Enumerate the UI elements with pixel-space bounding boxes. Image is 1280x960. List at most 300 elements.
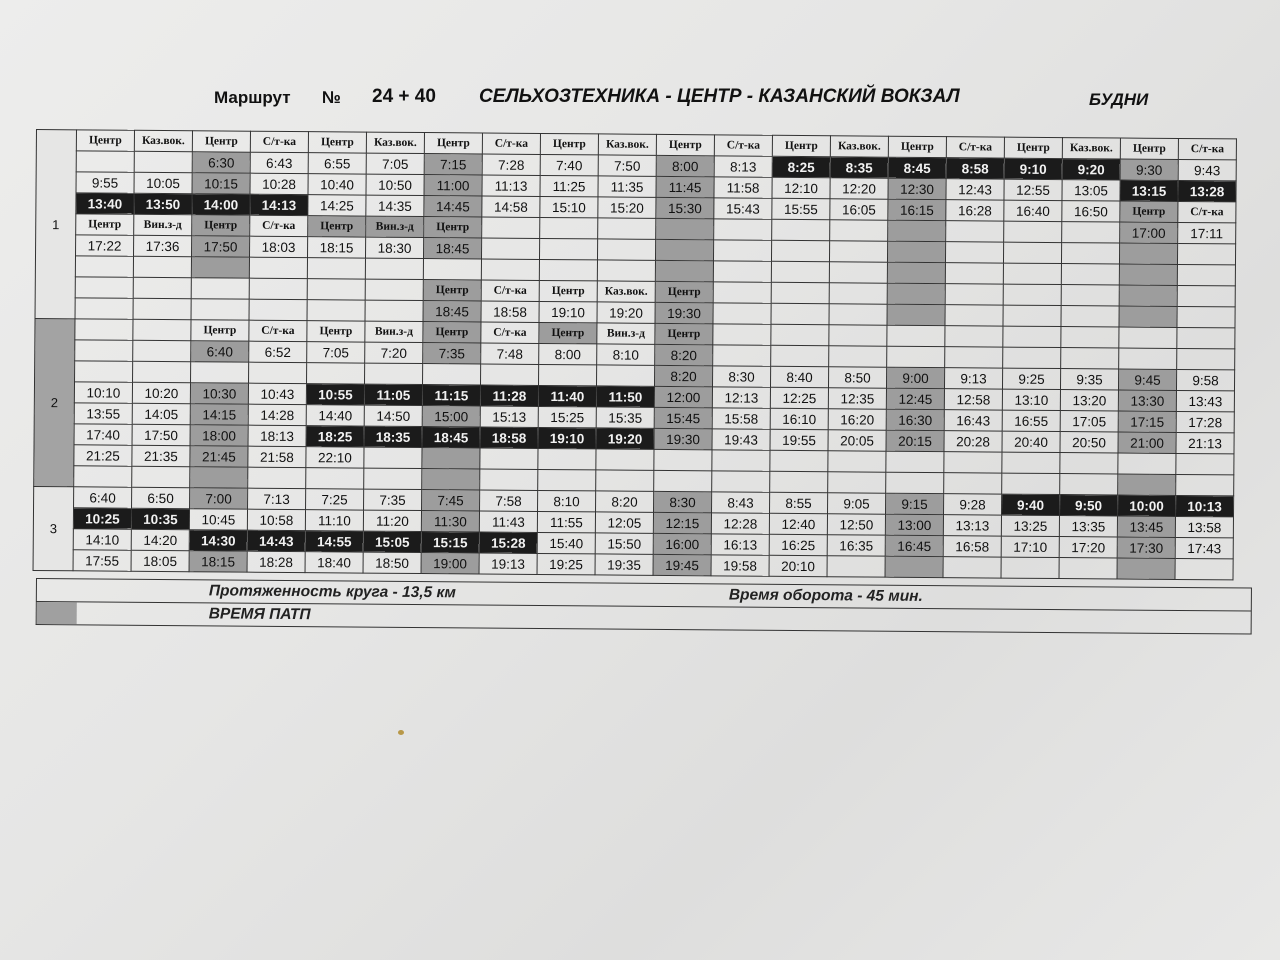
time-cell	[885, 556, 943, 577]
time-cell	[539, 238, 597, 259]
turnaround-time: Время оборота - 45 мин.	[728, 586, 923, 605]
time-cell: 11:13	[482, 175, 540, 196]
time-cell: 12:50	[827, 514, 885, 535]
time-cell: 17:10	[1001, 536, 1059, 557]
day-type: БУДНИ	[1089, 90, 1149, 109]
time-cell: 16:55	[1002, 410, 1060, 431]
time-cell: 9:50	[1059, 495, 1117, 516]
time-cell: 8:00	[656, 155, 714, 176]
time-cell: 18:58	[481, 301, 539, 322]
time-cell: 10:13	[1175, 495, 1233, 516]
time-cell	[307, 258, 365, 279]
time-cell	[1059, 558, 1117, 579]
time-cell	[829, 283, 887, 304]
time-cell: 7:28	[482, 154, 540, 175]
time-cell	[656, 218, 714, 239]
time-cell: 15:55	[772, 198, 830, 219]
time-cell: 12:25	[770, 387, 828, 408]
stop-header-cell: С/т-ка	[481, 322, 539, 343]
time-cell: 21:45	[190, 446, 248, 467]
time-cell: 13:13	[943, 515, 1001, 536]
time-cell: 19:30	[654, 428, 712, 449]
time-cell	[829, 304, 887, 325]
time-cell	[1061, 264, 1119, 285]
time-cell: 16:15	[888, 199, 946, 220]
time-cell	[1177, 327, 1235, 348]
time-cell: 12:35	[828, 388, 886, 409]
stop-header-cell: Центр	[888, 136, 946, 157]
stop-header-cell: Вин.з-д	[597, 323, 655, 344]
time-cell: 11:00	[424, 175, 482, 196]
time-cell	[887, 241, 945, 262]
stop-header-cell: С/т-ка	[249, 320, 307, 341]
time-cell: 10:15	[192, 173, 250, 194]
time-cell: 9:55	[76, 172, 134, 193]
time-cell	[945, 242, 1003, 263]
time-cell	[191, 299, 249, 320]
time-cell	[538, 448, 596, 469]
time-cell: 16:35	[827, 535, 885, 556]
time-cell	[74, 466, 132, 487]
time-cell: 17:55	[73, 550, 131, 571]
stop-header-cell: Центр	[76, 214, 134, 235]
time-cell: 9:13	[944, 368, 1002, 389]
time-cell: 17:20	[1059, 537, 1117, 558]
time-cell	[1061, 348, 1119, 369]
time-cell: 9:30	[1120, 159, 1178, 180]
time-cell	[538, 469, 596, 490]
time-cell	[829, 346, 887, 367]
stop-header-cell: Вин.з-д	[366, 216, 424, 237]
time-cell: 17:05	[1060, 411, 1118, 432]
time-cell	[133, 298, 191, 319]
time-cell	[190, 467, 248, 488]
time-cell	[132, 466, 190, 487]
time-cell	[1119, 243, 1177, 264]
time-cell: 16:13	[711, 534, 769, 555]
time-cell: 6:55	[308, 153, 366, 174]
time-cell: 19:10	[538, 427, 596, 448]
time-cell: 10:30	[190, 383, 248, 404]
legend-label: ВРЕМЯ ПАТП	[208, 605, 311, 624]
stop-header-cell: С/т-ка	[250, 215, 308, 236]
time-cell	[655, 260, 713, 281]
time-cell: 12:15	[653, 512, 711, 533]
time-cell: 8:13	[714, 156, 772, 177]
time-cell: 19:58	[711, 555, 769, 576]
time-cell: 9:20	[1062, 159, 1120, 180]
time-cell	[249, 362, 307, 383]
time-cell: 16:00	[653, 533, 711, 554]
time-cell: 18:40	[305, 552, 363, 573]
time-cell: 8:20	[655, 344, 713, 365]
time-cell: 12:43	[946, 179, 1004, 200]
time-cell: 10:58	[247, 509, 305, 530]
time-cell: 15:05	[363, 531, 421, 552]
time-cell: 13:45	[1117, 516, 1175, 537]
stop-header-cell: Каз.вок.	[830, 136, 888, 157]
time-cell	[654, 470, 712, 491]
time-cell: 12:13	[712, 387, 770, 408]
time-cell: 21:35	[132, 445, 190, 466]
time-cell: 19:13	[479, 553, 537, 574]
time-cell: 15:50	[595, 533, 653, 554]
time-cell: 21:13	[1176, 432, 1234, 453]
time-cell: 9:40	[1001, 494, 1059, 515]
time-cell: 18:03	[249, 236, 307, 257]
stop-header-cell: Каз.вок.	[598, 134, 656, 155]
time-cell: 18:45	[423, 238, 481, 259]
time-cell	[828, 451, 886, 472]
time-cell: 10:40	[308, 174, 366, 195]
time-cell	[482, 217, 540, 238]
time-cell: 13:30	[1118, 390, 1176, 411]
time-cell: 7:40	[540, 154, 598, 175]
time-cell	[1061, 306, 1119, 327]
time-cell	[596, 470, 654, 491]
time-cell: 8:10	[597, 344, 655, 365]
stop-header-cell: Центр	[423, 322, 481, 343]
time-cell: 8:30	[712, 366, 770, 387]
time-cell	[714, 219, 772, 240]
time-cell: 16:43	[944, 410, 1002, 431]
time-cell: 9:43	[1178, 159, 1236, 180]
time-cell: 14:50	[364, 405, 422, 426]
time-cell: 10:28	[250, 173, 308, 194]
time-cell: 13:05	[1062, 180, 1120, 201]
time-cell	[1177, 243, 1235, 264]
time-cell: 15:28	[479, 532, 537, 553]
time-cell: 15:40	[537, 532, 595, 553]
stop-header-cell: Центр	[424, 133, 482, 154]
time-cell	[248, 467, 306, 488]
stop-header-cell: Центр	[656, 134, 714, 155]
time-cell	[191, 257, 249, 278]
time-cell	[1176, 474, 1234, 495]
time-cell: 18:13	[248, 425, 306, 446]
time-cell: 16:25	[769, 534, 827, 555]
time-cell	[772, 219, 830, 240]
time-cell: 9:45	[1118, 369, 1176, 390]
time-cell: 11:20	[363, 510, 421, 531]
time-cell: 11:50	[596, 386, 654, 407]
stop-header-cell: С/т-ка	[714, 135, 772, 156]
time-cell	[1118, 453, 1176, 474]
timetable	[33, 129, 1237, 580]
time-cell: 19:20	[597, 302, 655, 323]
block-number: 3	[33, 486, 74, 570]
time-cell	[771, 345, 829, 366]
time-cell	[830, 220, 888, 241]
time-cell	[75, 298, 133, 319]
time-cell	[307, 279, 365, 300]
time-cell: 20:15	[886, 430, 944, 451]
time-cell: 6:30	[192, 152, 250, 173]
time-cell	[713, 303, 771, 324]
stop-header-cell: С/т-ка	[946, 137, 1004, 158]
time-cell	[364, 468, 422, 489]
time-cell: 19:30	[655, 302, 713, 323]
time-cell: 18:58	[480, 427, 538, 448]
time-cell: 8:00	[539, 343, 597, 364]
time-cell	[481, 238, 539, 259]
time-cell	[75, 256, 133, 277]
time-cell: 9:00	[886, 367, 944, 388]
time-cell: 10:05	[134, 172, 192, 193]
time-cell: 15:35	[596, 407, 654, 428]
stop-header-cell: Центр	[540, 133, 598, 154]
time-cell	[1119, 264, 1177, 285]
time-cell: 12:58	[944, 389, 1002, 410]
time-cell	[1002, 452, 1060, 473]
time-cell: 8:58	[946, 158, 1004, 179]
stop-header-cell: С/т-ка	[482, 133, 540, 154]
time-cell	[1061, 285, 1119, 306]
time-cell	[365, 300, 423, 321]
time-cell: 17:50	[132, 424, 190, 445]
time-cell	[713, 324, 771, 345]
stop-header-cell: С/т-ка	[1178, 138, 1236, 159]
time-cell	[771, 282, 829, 303]
time-cell: 18:25	[306, 426, 364, 447]
stop-header-cell: Центр	[308, 216, 366, 237]
time-cell: 12:05	[595, 512, 653, 533]
time-cell: 10:10	[74, 382, 132, 403]
time-cell: 13:28	[1178, 180, 1236, 201]
time-cell: 7:48	[481, 343, 539, 364]
time-cell	[946, 221, 1004, 242]
time-cell	[887, 304, 945, 325]
stop-header-cell: Центр	[308, 132, 366, 153]
time-cell: 16:58	[943, 536, 1001, 557]
time-cell: 16:28	[946, 200, 1004, 221]
stop-header-cell: Центр	[192, 131, 250, 152]
time-cell	[713, 282, 771, 303]
time-cell: 16:05	[830, 199, 888, 220]
time-cell: 21:58	[248, 446, 306, 467]
time-cell: 10:50	[366, 174, 424, 195]
time-cell	[1060, 453, 1118, 474]
schedule-header	[214, 86, 1204, 120]
time-cell: 16:20	[828, 409, 886, 430]
time-cell	[365, 363, 423, 384]
time-cell	[1176, 453, 1234, 474]
time-cell	[365, 258, 423, 279]
time-cell	[770, 450, 828, 471]
time-cell: 7:35	[364, 489, 422, 510]
time-cell: 7:45	[422, 490, 480, 511]
time-cell: 17:43	[1175, 537, 1233, 558]
stop-header-cell: Центр	[191, 320, 249, 341]
time-cell: 13:00	[885, 514, 943, 535]
time-cell: 13:15	[1120, 180, 1178, 201]
time-cell	[307, 300, 365, 321]
time-cell	[1003, 347, 1061, 368]
time-cell: 14:10	[73, 529, 131, 550]
time-cell	[539, 364, 597, 385]
time-cell: 17:36	[134, 235, 192, 256]
time-cell	[133, 277, 191, 298]
time-cell	[1061, 243, 1119, 264]
time-cell: 15:20	[598, 197, 656, 218]
time-cell: 11:30	[421, 511, 479, 532]
time-cell: 11:15	[422, 385, 480, 406]
time-cell: 8:43	[712, 492, 770, 513]
time-cell	[1003, 326, 1061, 347]
time-cell: 8:40	[770, 366, 828, 387]
stop-header-cell: Центр	[772, 135, 830, 156]
time-cell: 15:10	[540, 196, 598, 217]
time-cell: 6:40	[191, 341, 249, 362]
time-cell	[133, 340, 191, 361]
time-cell	[1003, 242, 1061, 263]
time-cell: 14:58	[482, 196, 540, 217]
time-cell: 19:45	[653, 554, 711, 575]
time-cell: 14:35	[366, 195, 424, 216]
time-cell: 10:25	[73, 508, 131, 529]
time-cell	[771, 303, 829, 324]
time-cell	[423, 259, 481, 280]
time-cell: 20:10	[769, 555, 827, 576]
time-cell: 18:30	[365, 237, 423, 258]
time-cell: 17:30	[1117, 537, 1175, 558]
time-cell: 18:35	[364, 426, 422, 447]
time-cell	[597, 239, 655, 260]
time-cell: 17:11	[1178, 222, 1236, 243]
time-cell	[945, 326, 1003, 347]
time-cell	[887, 283, 945, 304]
time-cell	[945, 347, 1003, 368]
time-cell	[1118, 474, 1176, 495]
time-cell: 6:50	[132, 487, 190, 508]
time-cell: 12:30	[888, 178, 946, 199]
time-cell	[1061, 327, 1119, 348]
stop-header-cell: Центр	[1120, 201, 1178, 222]
stop-header-cell: Каз.вок.	[597, 281, 655, 302]
time-cell	[596, 449, 654, 470]
stop-header-cell: С/т-ка	[1178, 201, 1236, 222]
stop-header-cell: Центр	[655, 281, 713, 302]
time-cell: 15:43	[714, 198, 772, 219]
stop-header-cell: Центр	[539, 280, 597, 301]
time-cell	[770, 471, 828, 492]
time-cell: 7:15	[424, 154, 482, 175]
time-cell: 17:28	[1176, 411, 1234, 432]
time-cell: 19:35	[595, 554, 653, 575]
time-cell: 13:55	[74, 403, 132, 424]
time-cell: 9:15	[886, 493, 944, 514]
time-cell	[75, 361, 133, 382]
time-cell	[481, 259, 539, 280]
time-cell	[887, 262, 945, 283]
time-cell: 19:55	[770, 429, 828, 450]
stop-header-cell: Каз.вок.	[1062, 138, 1120, 159]
time-cell	[422, 469, 480, 490]
time-cell	[829, 262, 887, 283]
time-cell: 11:58	[714, 177, 772, 198]
time-cell: 14:43	[247, 530, 305, 551]
time-cell: 7:35	[423, 343, 481, 364]
time-cell: 18:05	[131, 550, 189, 571]
stop-header-cell: Центр	[539, 322, 597, 343]
stop-header-cell: Каз.вок.	[366, 132, 424, 153]
time-cell	[249, 257, 307, 278]
stop-header-cell: Центр	[1004, 137, 1062, 158]
time-cell: 19:00	[421, 553, 479, 574]
time-cell	[1119, 327, 1177, 348]
time-cell: 12:28	[711, 513, 769, 534]
time-cell: 14:30	[189, 530, 247, 551]
time-cell: 7:00	[190, 488, 248, 509]
stop-header-cell: С/т-ка	[481, 280, 539, 301]
time-cell: 14:13	[250, 194, 308, 215]
block-number: 1	[35, 130, 76, 319]
time-cell: 10:00	[1117, 495, 1175, 516]
time-cell: 18:50	[363, 552, 421, 573]
time-cell: 9:05	[828, 493, 886, 514]
stop-header-cell: С/т-ка	[250, 131, 308, 152]
time-cell	[1119, 285, 1177, 306]
time-cell: 7:05	[366, 153, 424, 174]
time-cell: 13:40	[76, 193, 134, 214]
time-cell: 14:45	[424, 196, 482, 217]
time-cell: 17:50	[192, 236, 250, 257]
time-cell	[480, 469, 538, 490]
time-cell: 9:10	[1004, 158, 1062, 179]
time-cell	[944, 452, 1002, 473]
time-cell	[945, 284, 1003, 305]
time-cell: 20:05	[828, 430, 886, 451]
time-cell	[75, 277, 133, 298]
time-cell: 12:40	[769, 513, 827, 534]
route-label: Маршрут	[214, 88, 291, 107]
route-number: 24 + 40	[372, 86, 436, 107]
time-cell	[713, 261, 771, 282]
stop-header-cell: Центр	[424, 217, 482, 238]
stop-header-cell: Каз.вок.	[134, 130, 192, 151]
time-cell: 16:40	[1004, 200, 1062, 221]
time-cell	[539, 259, 597, 280]
time-cell	[654, 449, 712, 470]
route-name: СЕЛЬХОЗТЕХНИКА - ЦЕНТР - КАЗАНСКИЙ ВОКЗАЛ	[479, 86, 960, 107]
time-cell: 6:40	[74, 487, 132, 508]
time-cell	[365, 279, 423, 300]
time-cell	[828, 472, 886, 493]
time-cell	[598, 218, 656, 239]
time-cell: 14:25	[308, 195, 366, 216]
time-cell: 18:45	[422, 427, 480, 448]
time-cell: 8:20	[596, 491, 654, 512]
time-cell: 13:20	[1060, 390, 1118, 411]
time-cell	[75, 340, 133, 361]
block-number: 2	[34, 318, 75, 486]
time-cell	[1004, 221, 1062, 242]
time-cell: 8:20	[654, 365, 712, 386]
time-cell	[133, 256, 191, 277]
stop-header-cell: Центр	[76, 130, 134, 151]
time-cell: 6:52	[249, 341, 307, 362]
time-cell	[1177, 285, 1235, 306]
time-cell	[133, 361, 191, 382]
time-cell: 7:05	[307, 342, 365, 363]
time-cell: 13:50	[134, 193, 192, 214]
stop-header-cell: Центр	[423, 280, 481, 301]
time-cell: 12:20	[830, 178, 888, 199]
time-cell	[307, 363, 365, 384]
time-cell: 6:43	[250, 152, 308, 173]
time-cell: 12:55	[1004, 179, 1062, 200]
time-cell	[713, 240, 771, 261]
